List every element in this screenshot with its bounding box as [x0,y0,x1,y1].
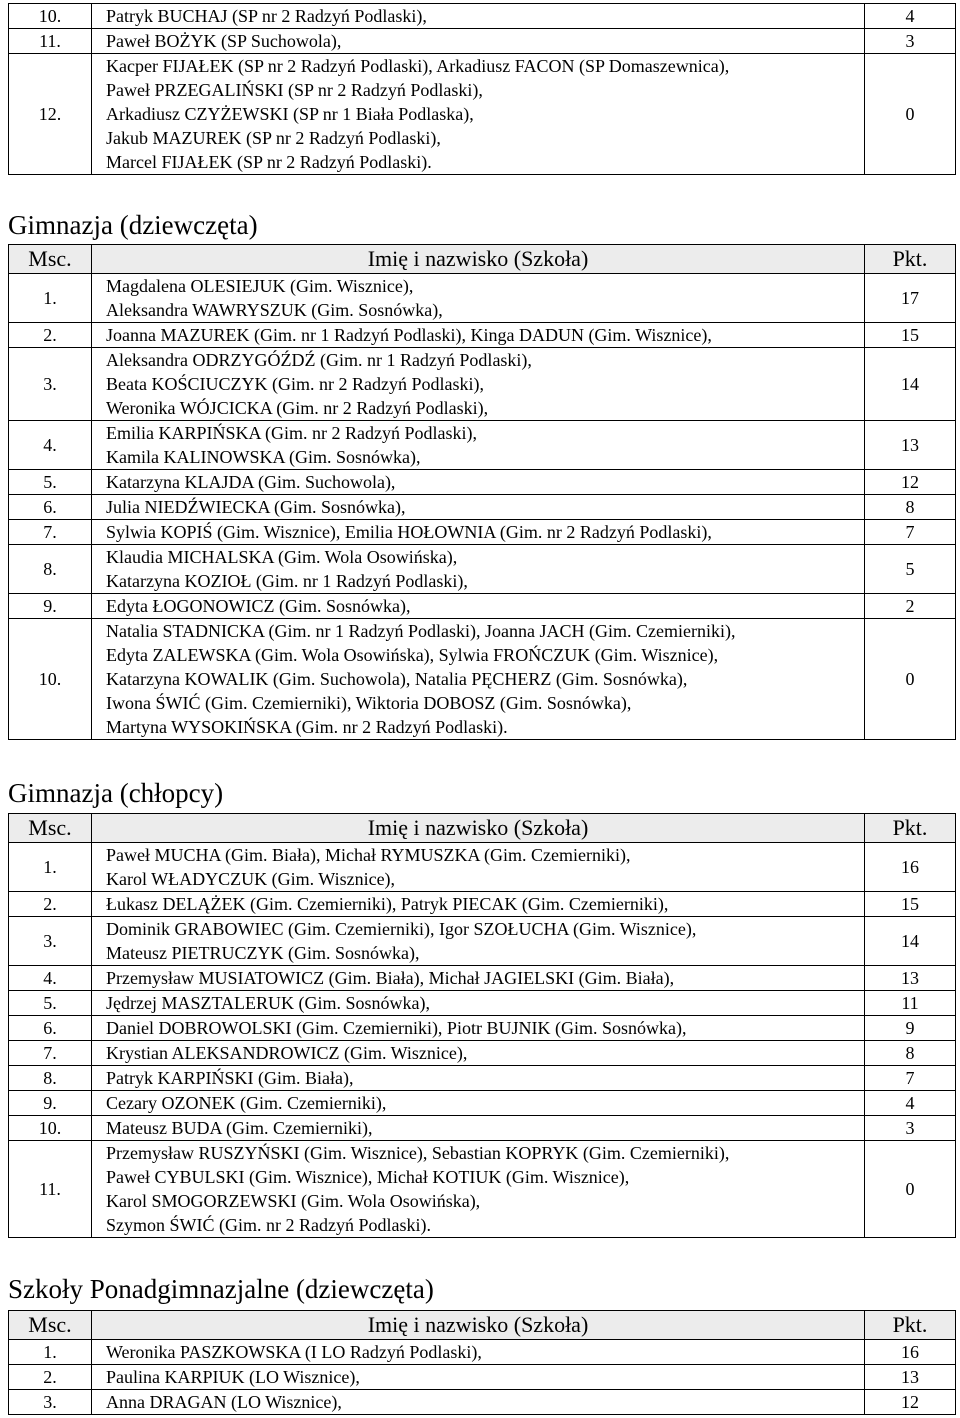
participant-line: Cezary OZONEK (Gim. Czemierniki), [106,1093,387,1113]
place-cell: 4. [9,421,92,470]
points-cell: 14 [865,917,956,966]
participant-line: Beata KOŚCIUCZYK (Gim. nr 2 Radzyń Podlaski), [106,374,484,394]
place-cell: 6. [9,1016,92,1041]
participant-line: Przemysław RUSZYŃSKI (Gim. Wisznice), Sebastian KOPRYK (Gim. Czemierniki), [106,1143,730,1163]
table-row [9,1340,956,1365]
section-title-szkoly-ponadgimnazjalne-dziewczeta: Szkoły Ponadgimnazjalne (dziewczęta) [8,1274,434,1304]
results-table-gimnazja-chlopcy [8,813,956,1238]
names-cell [92,274,865,323]
table-row [9,1141,956,1238]
participant-line: Karol WŁADYCZUK (Gim. Wisznice), [106,869,396,889]
header-name-school: Imię i nazwisko (Szkoła) [92,245,865,274]
table-body [9,843,956,1238]
points-cell: 15 [865,892,956,917]
table-row [9,4,956,29]
points-cell: 16 [865,1340,956,1365]
table-row [9,29,956,54]
table-row [9,594,956,619]
table-row [9,1016,956,1041]
names-cell [92,545,865,594]
participant-line: Paweł BOŻYK (SP Suchowola), [106,31,342,51]
place-cell: 5. [9,991,92,1016]
place-cell: 10. [9,1116,92,1141]
participant-line: Łukasz DELĄŻEK (Gim. Czemierniki), Patryk PIECAK (Gim. Czemierniki), [106,894,669,914]
participant-line: Karol SMOGORZEWSKI (Gim. Wola Osowińska), [106,1191,481,1211]
participant-line: Martyna WYSOKIŃSKA (Gim. nr 2 Radzyń Podlaski). [106,717,508,737]
names-cell [92,1365,865,1390]
table-row [9,1041,956,1066]
names-cell [92,421,865,470]
names-cell [92,966,865,991]
place-cell: 1. [9,843,92,892]
participant-line: Kamila KALINOWSKA (Gim. Sosnówka), [106,447,421,467]
participant-line: Szymon ŚWIĆ (Gim. nr 2 Radzyń Podlaski). [106,1215,431,1235]
participant-line: Aleksandra ODRZYGÓŹDŹ (Gim. nr 1 Radzyń Podlaski), [106,350,532,370]
table-row [9,348,956,421]
points-cell: 0 [865,54,956,175]
points-cell: 8 [865,1041,956,1066]
names-cell [92,323,865,348]
table-row [9,470,956,495]
names-cell [92,470,865,495]
header-place: Msc. [9,814,92,843]
place-cell: 3. [9,917,92,966]
participant-line: Dominik GRABOWIEC (Gim. Czemierniki), Igor SZOŁUCHA (Gim. Wisznice), [106,919,697,939]
table-header-row [9,814,956,843]
table-header-row [9,1311,956,1340]
place-cell: 10. [9,4,92,29]
table-row [9,1091,956,1116]
place-cell: 6. [9,495,92,520]
results-table-ponadgimnazjalne-dziewczeta [8,1310,956,1415]
points-cell: 13 [865,421,956,470]
header-name-school: Imię i nazwisko (Szkoła) [92,814,865,843]
place-cell: 8. [9,1066,92,1091]
points-cell: 8 [865,495,956,520]
place-cell: 2. [9,892,92,917]
header-points: Pkt. [865,814,956,843]
participant-line: Patryk BUCHAJ (SP nr 2 Radzyń Podlaski), [106,6,427,26]
header-name-school: Imię i nazwisko (Szkoła) [92,1311,865,1340]
place-cell: 5. [9,470,92,495]
points-cell: 17 [865,274,956,323]
place-cell: 9. [9,1091,92,1116]
participant-line: Anna DRAGAN (LO Wisznice), [106,1392,342,1412]
names-cell [92,4,865,29]
place-cell: 9. [9,594,92,619]
table-row [9,917,956,966]
names-cell [92,892,865,917]
table-row [9,966,956,991]
participant-line: Paweł PRZEGALIŃSKI (SP nr 2 Radzyń Podlaski), [106,80,483,100]
participant-line: Weronika PASZKOWSKA (I LO Radzyń Podlaski), [106,1342,482,1362]
points-cell: 15 [865,323,956,348]
participant-line: Edyta ŁOGONOWICZ (Gim. Sosnówka), [106,596,411,616]
table-row [9,545,956,594]
participant-line: Katarzyna KLAJDA (Gim. Suchowola), [106,472,396,492]
names-cell [92,495,865,520]
table-header-row [9,245,956,274]
section-title-gimnazja-dziewczeta: Gimnazja (dziewczęta) [8,210,258,240]
participant-line: Jędrzej MASZTALERUK (Gim. Sosnówka), [106,993,431,1013]
points-cell: 0 [865,1141,956,1238]
table-row [9,843,956,892]
participant-line: Jakub MAZUREK (SP nr 2 Radzyń Podlaski), [106,128,441,148]
names-cell [92,1390,865,1415]
points-cell: 3 [865,29,956,54]
points-cell: 7 [865,520,956,545]
names-cell [92,54,865,175]
points-cell: 0 [865,619,956,740]
names-cell [92,1066,865,1091]
participant-line: Emilia KARPIŃSKA (Gim. nr 2 Radzyń Podlaski), [106,423,477,443]
table-row [9,54,956,175]
table-row [9,520,956,545]
participant-line: Julia NIEDŹWIECKA (Gim. Sosnówka), [106,497,406,517]
place-cell: 8. [9,545,92,594]
table-row [9,1066,956,1091]
participant-line: Katarzyna KOZIOŁ (Gim. nr 1 Radzyń Podlaski), [106,571,468,591]
names-cell [92,991,865,1016]
points-cell: 4 [865,4,956,29]
points-cell: 2 [865,594,956,619]
place-cell: 11. [9,1141,92,1238]
results-table-gimnazja-dziewczeta [8,244,956,740]
participant-line: Mateusz PIETRUCZYK (Gim. Sosnówka), [106,943,420,963]
header-points: Pkt. [865,1311,956,1340]
participant-line: Kacper FIJAŁEK (SP nr 2 Radzyń Podlaski), Arkadiusz FACON (SP Domaszewnica), [106,56,730,76]
place-cell: 4. [9,966,92,991]
points-cell: 13 [865,1365,956,1390]
participant-line: Paweł CYBULSKI (Gim. Wisznice), Michał KOTIUK (Gim. Wisznice), [106,1167,630,1187]
results-table-continuation [8,3,956,175]
section-title-gimnazja-chlopcy: Gimnazja (chłopcy) [8,778,224,808]
place-cell: 11. [9,29,92,54]
participant-line: Przemysław MUSIATOWICZ (Gim. Biała), Michał JAGIELSKI (Gim. Biała), [106,968,675,988]
table-row [9,1116,956,1141]
participant-line: Krystian ALEKSANDROWICZ (Gim. Wisznice), [106,1043,468,1063]
participant-line: Magdalena OLESIEJUK (Gim. Wisznice), [106,276,414,296]
points-cell: 5 [865,545,956,594]
points-cell: 11 [865,991,956,1016]
place-cell: 1. [9,1340,92,1365]
place-cell: 7. [9,520,92,545]
table-body [9,1340,956,1415]
names-cell [92,1116,865,1141]
place-cell: 3. [9,1390,92,1415]
participant-line: Paulina KARPIUK (LO Wisznice), [106,1367,360,1387]
names-cell [92,520,865,545]
names-cell [92,917,865,966]
participant-line: Katarzyna KOWALIK (Gim. Suchowola), Natalia PĘCHERZ (Gim. Sosnówka), [106,669,688,689]
points-cell: 12 [865,1390,956,1415]
names-cell [92,843,865,892]
participant-line: Sylwia KOPIŚ (Gim. Wisznice), Emilia HOŁOWNIA (Gim. nr 2 Radzyń Podlaski), [106,522,712,542]
table-row [9,892,956,917]
points-cell: 12 [865,470,956,495]
participant-line: Marcel FIJAŁEK (SP nr 2 Radzyń Podlaski). [106,152,432,172]
points-cell: 14 [865,348,956,421]
table-row [9,1390,956,1415]
participant-line: Natalia STADNICKA (Gim. nr 1 Radzyń Podlaski), Joanna JACH (Gim. Czemierniki), [106,621,736,641]
points-cell: 9 [865,1016,956,1041]
participant-line: Joanna MAZUREK (Gim. nr 1 Radzyń Podlaski), Kinga DADUN (Gim. Wisznice), [106,325,712,345]
points-cell: 16 [865,843,956,892]
participant-line: Edyta ZALEWSKA (Gim. Wola Osowińska), Sylwia FROŃCZUK (Gim. Wisznice), [106,645,719,665]
table-row [9,421,956,470]
names-cell [92,29,865,54]
participant-line: Daniel DOBROWOLSKI (Gim. Czemierniki), Piotr BUJNIK (Gim. Sosnówka), [106,1018,687,1038]
participant-line: Weronika WÓJCICKA (Gim. nr 2 Radzyń Podlaski), [106,398,489,418]
participant-line: Iwona ŚWIĆ (Gim. Czemierniki), Wiktoria DOBOSZ (Gim. Sosnówka), [106,693,632,713]
place-cell: 10. [9,619,92,740]
header-place: Msc. [9,1311,92,1340]
points-cell: 3 [865,1116,956,1141]
participant-line: Aleksandra WAWRYSZUK (Gim. Sosnówka), [106,300,443,320]
table-body [9,4,956,175]
names-cell [92,1016,865,1041]
table-row [9,1365,956,1390]
participant-line: Mateusz BUDA (Gim. Czemierniki), [106,1118,373,1138]
header-points: Pkt. [865,245,956,274]
names-cell [92,348,865,421]
table-row [9,991,956,1016]
table-row [9,323,956,348]
place-cell: 7. [9,1041,92,1066]
table-row [9,495,956,520]
table-row [9,619,956,740]
place-cell: 2. [9,323,92,348]
place-cell: 1. [9,274,92,323]
place-cell: 3. [9,348,92,421]
names-cell [92,1340,865,1365]
participant-line: Klaudia MICHALSKA (Gim. Wola Osowińska), [106,547,458,567]
place-cell: 2. [9,1365,92,1390]
participant-line: Patryk KARPIŃSKI (Gim. Biała), [106,1068,354,1088]
names-cell [92,1141,865,1238]
points-cell: 4 [865,1091,956,1116]
names-cell [92,1041,865,1066]
place-cell: 12. [9,54,92,175]
points-cell: 13 [865,966,956,991]
names-cell [92,1091,865,1116]
participant-line: Paweł MUCHA (Gim. Biała), Michał RYMUSZKA (Gim. Czemierniki), [106,845,631,865]
names-cell [92,594,865,619]
participant-line: Arkadiusz CZYŻEWSKI (SP nr 1 Biała Podlaska), [106,104,474,124]
table-row [9,274,956,323]
table-body [9,274,956,740]
points-cell: 7 [865,1066,956,1091]
header-place: Msc. [9,245,92,274]
names-cell [92,619,865,740]
